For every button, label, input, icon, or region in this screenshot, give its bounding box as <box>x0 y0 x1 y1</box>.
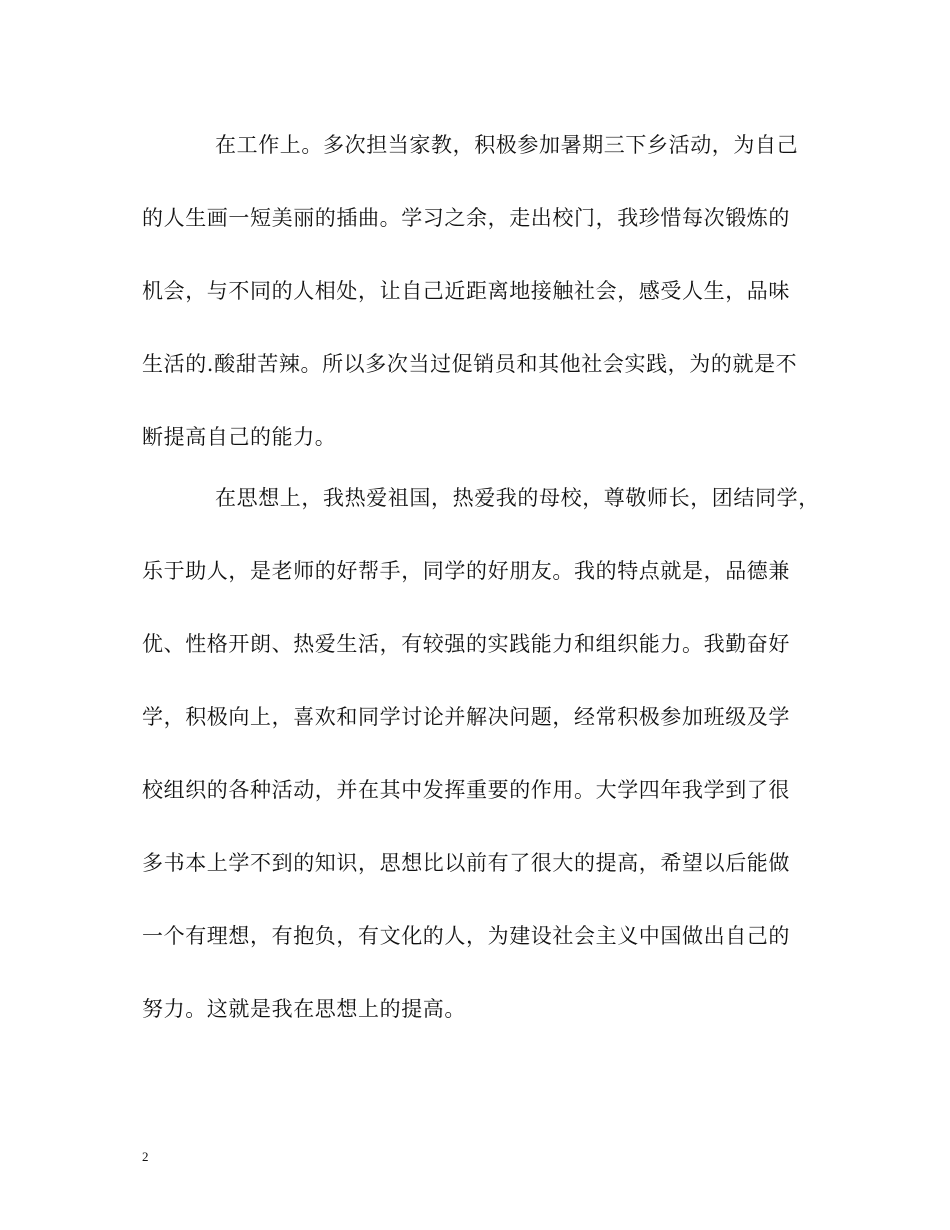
text-line: 努力。这就是我在思想上的提高。 <box>142 997 466 1021</box>
text-line: 生活的.酸甜苦辣。所以多次当过促销员和其他社会实践，为的就是不 <box>142 352 798 376</box>
text-line: 机会，与不同的人相处，让自己近距离地接触社会，感受人生，品味 <box>142 279 790 303</box>
text-line: 学，积极向上，喜欢和同学讨论并解决问题，经常积极参加班级及学 <box>142 705 790 729</box>
text-line: 的人生画一短美丽的插曲。学习之余，走出校门，我珍惜每次锻炼的 <box>142 206 790 230</box>
text-line: 一个有理想，有抱负，有文化的人，为建设社会主义中国做出自己的 <box>142 924 790 948</box>
text-line: 断提高自己的能力。 <box>142 425 337 449</box>
text-line: 多书本上学不到的知识，思想比以前有了很大的提高，希望以后能做 <box>142 851 790 875</box>
page-number: 2 <box>142 1149 149 1164</box>
text-line: 校组织的各种活动，并在其中发挥重要的作用。大学四年我学到了很 <box>142 778 790 802</box>
text-line: 在思想上，我热爱祖国，热爱我的母校，尊敬师长，团结同学， <box>215 486 820 510</box>
text-line: 优、性格开朗、热爱生活，有较强的实践能力和组织能力。我勤奋好 <box>142 632 790 656</box>
text-line: 乐于助人，是老师的好帮手，同学的好朋友。我的特点就是，品德兼 <box>142 559 790 583</box>
text-line: 在工作上。多次担当家教，积极参加暑期三下乡活动，为自己 <box>215 133 799 157</box>
